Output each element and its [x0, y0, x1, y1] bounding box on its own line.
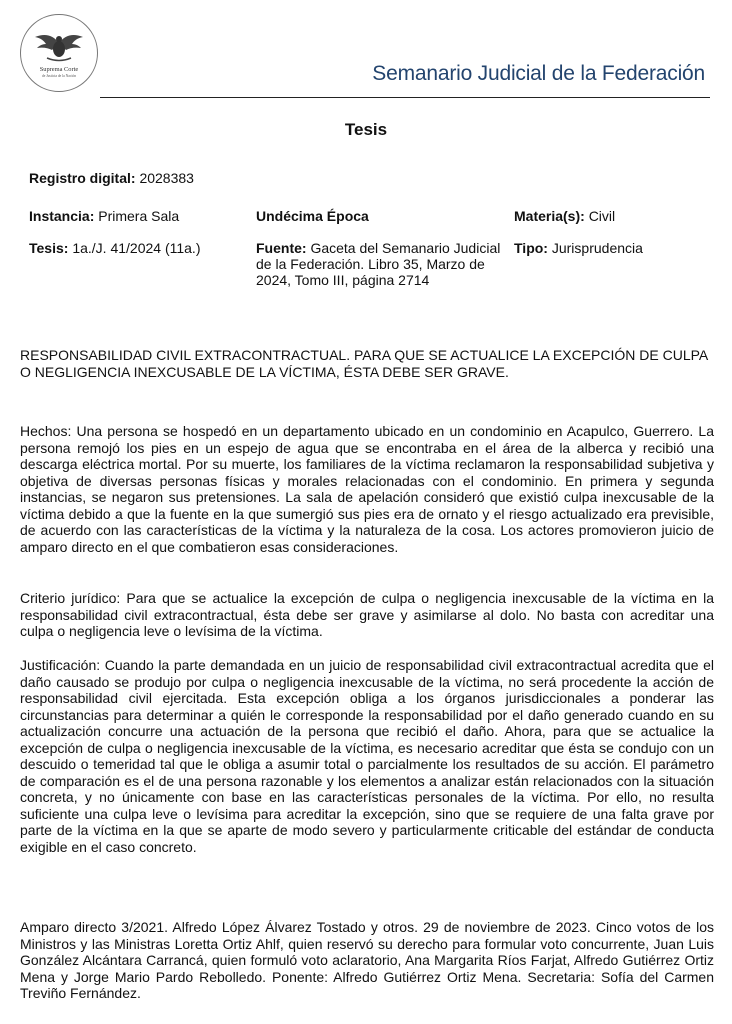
fuente-value: Gaceta del Semanario Judicial de la Federación. Libro 35, Marzo de 2024, Tomo III, página 2714	[256, 240, 501, 288]
materia-label: Materia(s):	[514, 208, 585, 224]
instancia-value: Primera Sala	[98, 208, 180, 224]
paragraph-criterio: Criterio jurídico: Para que se actualice la excepción de culpa o negligencia inexcusable de la víctima en la responsabilidad civil extracontractual, ésta debe ser grave y asimilarse al dolo. No basta con acreditar una culpa o negligencia leve o levísima de la víctima.	[20, 590, 714, 639]
fuente	[256, 240, 506, 288]
tipo-value: Jurisprudencia	[551, 240, 643, 256]
fuente-label: Fuente:	[256, 240, 307, 256]
tesis-value: 1a./J. 41/2024 (11a.)	[72, 240, 201, 256]
site-title: Semanario Judicial de la Federación	[372, 62, 705, 85]
registro-label: Registro digital:	[29, 170, 136, 186]
epoca-value: Undécima Época	[256, 208, 369, 224]
thesis-heading: RESPONSABILIDAD CIVIL EXTRACONTRACTUAL. PARA QUE SE ACTUALICE LA EXCEPCIÓN DE CULPA O NEGLIGENCIA INEXCUSABLE DE LA VÍCTIMA, ÉSTA DEBE SER GRAVE.	[20, 347, 708, 380]
materia	[514, 208, 615, 224]
instancia-label: Instancia:	[29, 208, 95, 224]
tesis-id	[29, 240, 201, 256]
document-type: Tesis	[344, 120, 388, 139]
instancia	[29, 208, 179, 224]
registro-digital	[29, 170, 194, 186]
scjn-logo	[19, 13, 99, 93]
tipo-label: Tipo:	[514, 240, 548, 256]
header-divider	[100, 97, 710, 98]
paragraph-justificacion: Justificación: Cuando la parte demandada en un juicio de responsabilidad civil extracontractual acredita que el daño causado se produjo por culpa o negligencia inexcusable de la víctima, no será procedente la acción de responsabilidad civil ejercitada. Esta excepción obliga a los órganos jurisdiccionales a ponderar las circunstancias para determinar a quién le corresponde la responsabilidad por el daño generado cuando en su actualización concurre una actuación de la persona que recibió el daño. Ahora, para que se actualice la excepción de culpa o negligencia inexcusable de la víctima, es necesario acreditar que ésta se condujo con un descuido o temeridad tal que le obliga a asumir total o parcialmente los resultados de su acción. El parámetro de comparación es el de una persona razonable y los elementos a analizar están relacionados con la situación concreta, y no únicamente con base en las características personales de la víctima. Por ello, no resulta suficiente una culpa leve o levísima para acreditar la excepción, sino que se requiere de una falta grave por parte de la víctima en la que se aparte de modo severo y particularmente criticable del estándar de conducta exigible en el caso concreto.	[20, 657, 714, 855]
tesis-label: Tesis:	[29, 240, 69, 256]
registro-value: 2028383	[139, 170, 194, 186]
paragraph-hechos: Hechos: Una persona se hospedó en un departamento ubicado en un condominio en Acapulco, Guerrero. La persona remojó los pies en un espejo de agua que se encontraba en el área de la alberca y recibió una descarga eléctrica mortal. Por su muerte, los familiares de la víctima reclamaron la responsabilidad subjetiva y objetiva de diversas personas físicas y morales relacionadas con el condominio. En primera y segunda instancias, se negaron sus pretensiones. La sala de apelación consideró que existió culpa inexcusable de la víctima debido a que la fuente en la que sumergió sus pies era de ornato y el riesgo actualizado era previsible, de acuerdo con las características de la víctima y la naturaleza de la cosa. Los actores promovieron juicio de amparo directo en el que combatieron esas consideraciones.	[20, 423, 714, 555]
tipo	[514, 240, 643, 256]
eagle-seal-icon	[19, 13, 99, 93]
materia-value: Civil	[588, 208, 616, 224]
logo-text-1: Suprema Corte	[39, 66, 79, 73]
logo-text-2: de Justicia de la Nación	[41, 74, 77, 78]
paragraph-precedente: Amparo directo 3/2021. Alfredo López Álvarez Tostado y otros. 29 de noviembre de 2023. Cinco votos de los Ministros y las Ministras Loretta Ortiz Ahlf, quien reservó su derecho para formular voto concurrente, Juan Luis González Alcántara Carrancá, quien formuló voto aclaratorio, Ana Margarita Ríos Farjat, Alfredo Gutiérrez Ortiz Mena y Jorge Mario Pardo Rebolledo. Ponente: Alfredo Gutiérrez Ortiz Mena. Secretaria: Sofía del Carmen Treviño Fernández.	[20, 919, 714, 1001]
epoca	[256, 208, 369, 224]
